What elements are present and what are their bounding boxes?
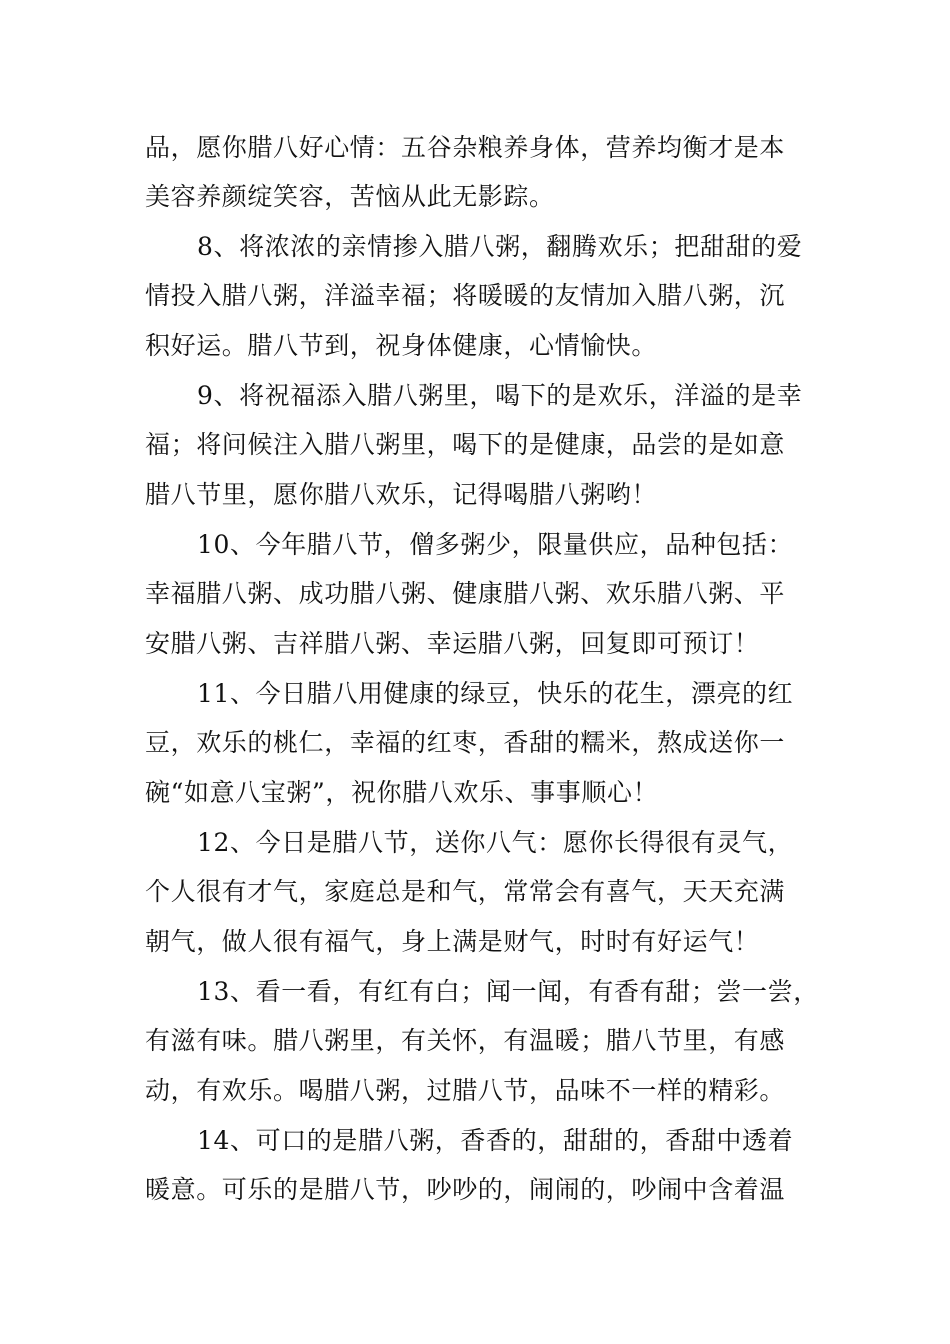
text-line: 积好运。腊八节到，祝身体健康，心情愉快。 bbox=[145, 331, 658, 360]
paragraph-12-line: 12、今日是腊八节，送你八气：愿你长得很有灵气， bbox=[197, 828, 794, 857]
text-line: 安腊八粥、吉祥腊八粥、幸运腊八粥，回复即可预订！ bbox=[145, 629, 760, 658]
text-line: 豆，欢乐的桃仁，幸福的红枣，香甜的糯米，熬成送你一 bbox=[145, 728, 786, 757]
text-line: 暖意。可乐的是腊八节，吵吵的，闹闹的，吵闹中含着温 bbox=[145, 1175, 786, 1204]
text-line: 幸福腊八粥、成功腊八粥、健康腊八粥、欢乐腊八粥、平 bbox=[145, 579, 786, 608]
paragraph-8-line: 8、将浓浓的亲情掺入腊八粥，翻腾欢乐；把甜甜的爱 bbox=[197, 232, 803, 261]
text-line: 碗“如意八宝粥”，祝你腊八欢乐、事事顺心！ bbox=[145, 778, 659, 807]
paragraph-13-line: 13、看一看，有红有白；闻一闻，有香有甜；尝一尝， bbox=[197, 977, 819, 1006]
text-line: 情投入腊八粥，洋溢幸福；将暖暖的友情加入腊八粥，沉 bbox=[145, 281, 786, 310]
paragraph-14-line: 14、可口的是腊八粥，香香的，甜甜的，香甜中透着 bbox=[197, 1126, 794, 1155]
text-line: 有滋有味。腊八粥里，有关怀，有温暖；腊八节里，有感 bbox=[145, 1026, 786, 1055]
text-line: 个人很有才气，家庭总是和气，常常会有喜气，天天充满 bbox=[145, 877, 786, 906]
text-line: 美容养颜绽笑容，苦恼从此无影踪。 bbox=[145, 182, 555, 211]
text-line: 朝气，做人很有福气，身上满是财气，时时有好运气！ bbox=[145, 927, 760, 956]
paragraph-9-line: 9、将祝福添入腊八粥里，喝下的是欢乐，洋溢的是幸 bbox=[197, 381, 803, 410]
paragraph-10-line: 10、今年腊八节，僧多粥少，限量供应，品种包括： bbox=[197, 530, 794, 559]
text-line: 福；将问候注入腊八粥里，喝下的是健康，品尝的是如意 bbox=[145, 430, 786, 459]
text-line: 动，有欢乐。喝腊八粥，过腊八节，品味不一样的精彩。 bbox=[145, 1076, 786, 1105]
text-line: 腊八节里，愿你腊八欢乐，记得喝腊八粥哟！ bbox=[145, 480, 658, 509]
text-line: 品，愿你腊八好心情：五谷杂粮养身体，营养均衡才是本 bbox=[145, 133, 786, 162]
paragraph-11-line: 11、今日腊八用健康的绿豆，快乐的花生，漂亮的红 bbox=[197, 679, 794, 708]
